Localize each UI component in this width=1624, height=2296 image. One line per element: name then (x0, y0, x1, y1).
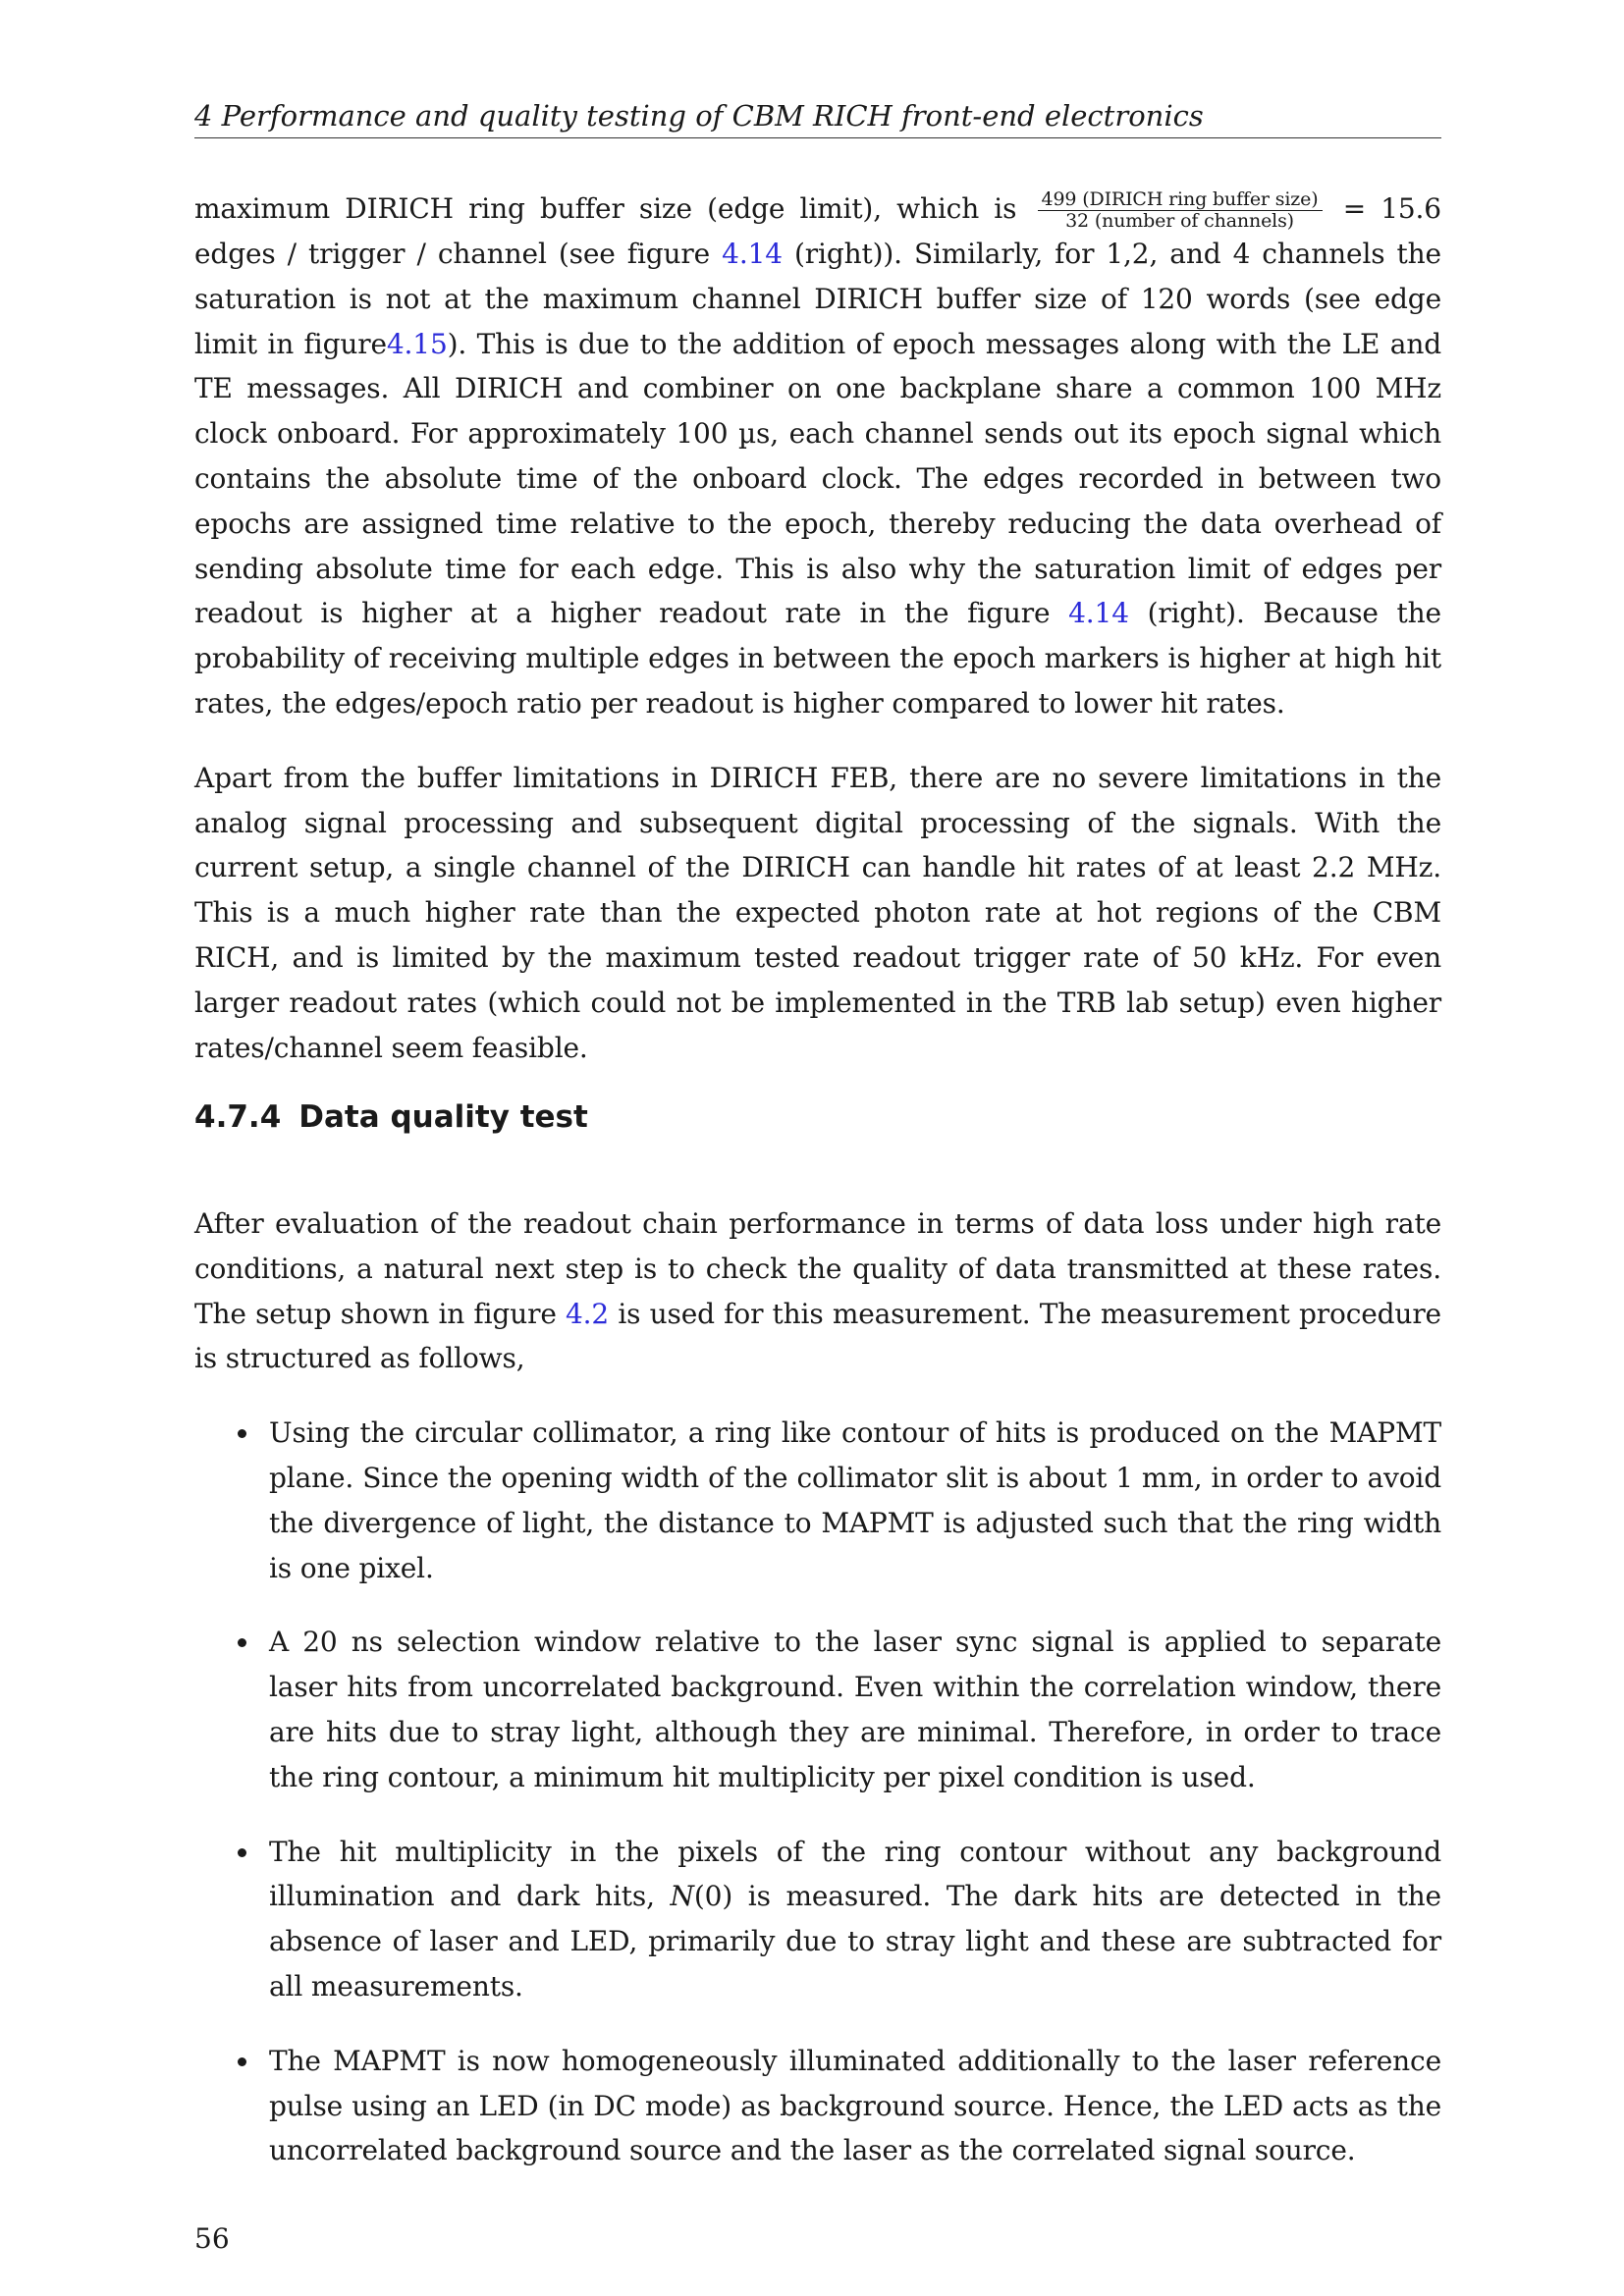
para1-text-4: ). This is due to the addition of epoch messages along with the LE and TE messages. All DIRICH and combiner on one backplane share a common 100 MHz clock onboard. For approximately 100 µs, each channel sends out its epoch signal which contains the absolute time of the onboard clock. The edges recorded in between two epochs are assigned time relative to the epoch, thereby reducing the data overhead of sending absolute time for each edge. This is also why the saturation limit of edges per readout is higher at a higher readout rate in the figure (194, 327, 1441, 630)
list-item-text: A 20 ns selection window relative to the laser sync signal is applied to separate laser hits from uncorrelated background. Even within the correlation window, there are hits due to stray light, although they are minimal. Therefore, in order to trace the ring contour, a minimum hit multiplicity per pixel condition is used. (269, 1626, 1441, 1793)
paragraph-buffer-saturation (194, 187, 1441, 726)
math-symbol-n: N (670, 1880, 694, 1913)
fraction-denominator: 32 (number of channels) (1065, 210, 1294, 232)
b3-text-2: (0) is measured. The dark hits are detected in the absence of laser and LED, primarily due to stray light and these are subtracted for all measurements. (269, 1880, 1441, 2002)
bullet-icon (238, 1429, 246, 1438)
para1-text-3: (right)). Similarly, for 1,2, and 4 channels the saturation is not at the maximum channel DIRICH buffer size of 120 words (see edge limit in figure (194, 238, 1441, 360)
body-upper (194, 187, 1441, 1070)
procedure-list (194, 1411, 1441, 2173)
list-item-text: Using the circular collimator, a ring like contour of hits is produced on the MAPMT plane. Since the opening width of the collimator slit is about 1 mm, in order to avoid the divergence of light, the distance to MAPMT is adjusted such that the ring width is one pixel. (269, 1416, 1441, 1584)
bullet-icon (238, 1848, 246, 1857)
para1-text-2: = 15.6 edges / trigger / channel (see figure (194, 192, 1441, 270)
b3-text-1: The hit multiplicity in the pixels of the ring contour without any background illumination and dark hits, (269, 1835, 1441, 1913)
figure-ref-4-14[interactable]: 4.14 (722, 238, 783, 270)
body-lower (194, 1201, 1441, 2203)
para3-text-2: is used for this measurement. The measurement procedure is structured as follows, (194, 1297, 1441, 1375)
list-item (194, 1411, 1441, 1590)
para3-text-1: After evaluation of the readout chain performance in terms of data loss under high rate conditions, a natural next step is to check the quality of data transmitted at these rates. The setup shown in figure (194, 1207, 1441, 1330)
page-number: 56 (194, 2222, 230, 2255)
fraction-numerator: 499 (DIRICH ring buffer size) (1038, 189, 1323, 211)
figure-ref-4-2[interactable]: 4.2 (566, 1297, 610, 1330)
figure-ref-4-14-second[interactable]: 4.14 (1068, 597, 1129, 630)
section-number: 4.7.4 (194, 1099, 282, 1135)
section-heading-wrapper (194, 1097, 1441, 1137)
list-item (194, 1830, 1441, 2009)
list-item (194, 1620, 1441, 1799)
para1-text-1: maximum DIRICH ring buffer size (edge limit), which is (194, 192, 1017, 225)
bullet-icon (238, 2057, 246, 2066)
para1-text-5: (right). Because the probability of receiving multiple edges in between the epoch markers is higher at high hit rates, the edges/epoch ratio per readout is higher compared to lower hit rates. (194, 597, 1441, 720)
section-heading (194, 1097, 1441, 1137)
figure-ref-4-15[interactable]: 4.15 (386, 327, 448, 360)
list-item-text (269, 1830, 1441, 2009)
list-item-text: The MAPMT is now homogeneously illuminated additionally to the laser reference pulse using an LED (in DC mode) as background source. Hence, the LED acts as the uncorrelated background source and the laser as the correlated signal source. (269, 2044, 1441, 2167)
paragraph-buffer-limitations: Apart from the buffer limitations in DIRICH FEB, there are no severe limitations in the analog signal processing and subsequent digital processing of the signals. With the current setup, a single channel of the DIRICH can handle hit rates of at least 2.2 MHz. This is a much higher rate than the expected photon rate at hot regions of the CBM RICH, and is limited by the maximum tested readout trigger rate of 50 kHz. For even larger readout rates (which could not be implemented in the TRB lab setup) even higher rates/channel seem feasible. (194, 761, 1441, 1064)
section-title: Data quality test (298, 1099, 588, 1135)
list-item (194, 2039, 1441, 2173)
running-header: 4 Performance and quality testing of CBM RICH front-end electronics (194, 96, 1441, 138)
bullet-icon (238, 1638, 246, 1647)
paragraph-data-quality-intro (194, 1201, 1441, 1381)
edge-limit-fraction (1038, 189, 1323, 232)
